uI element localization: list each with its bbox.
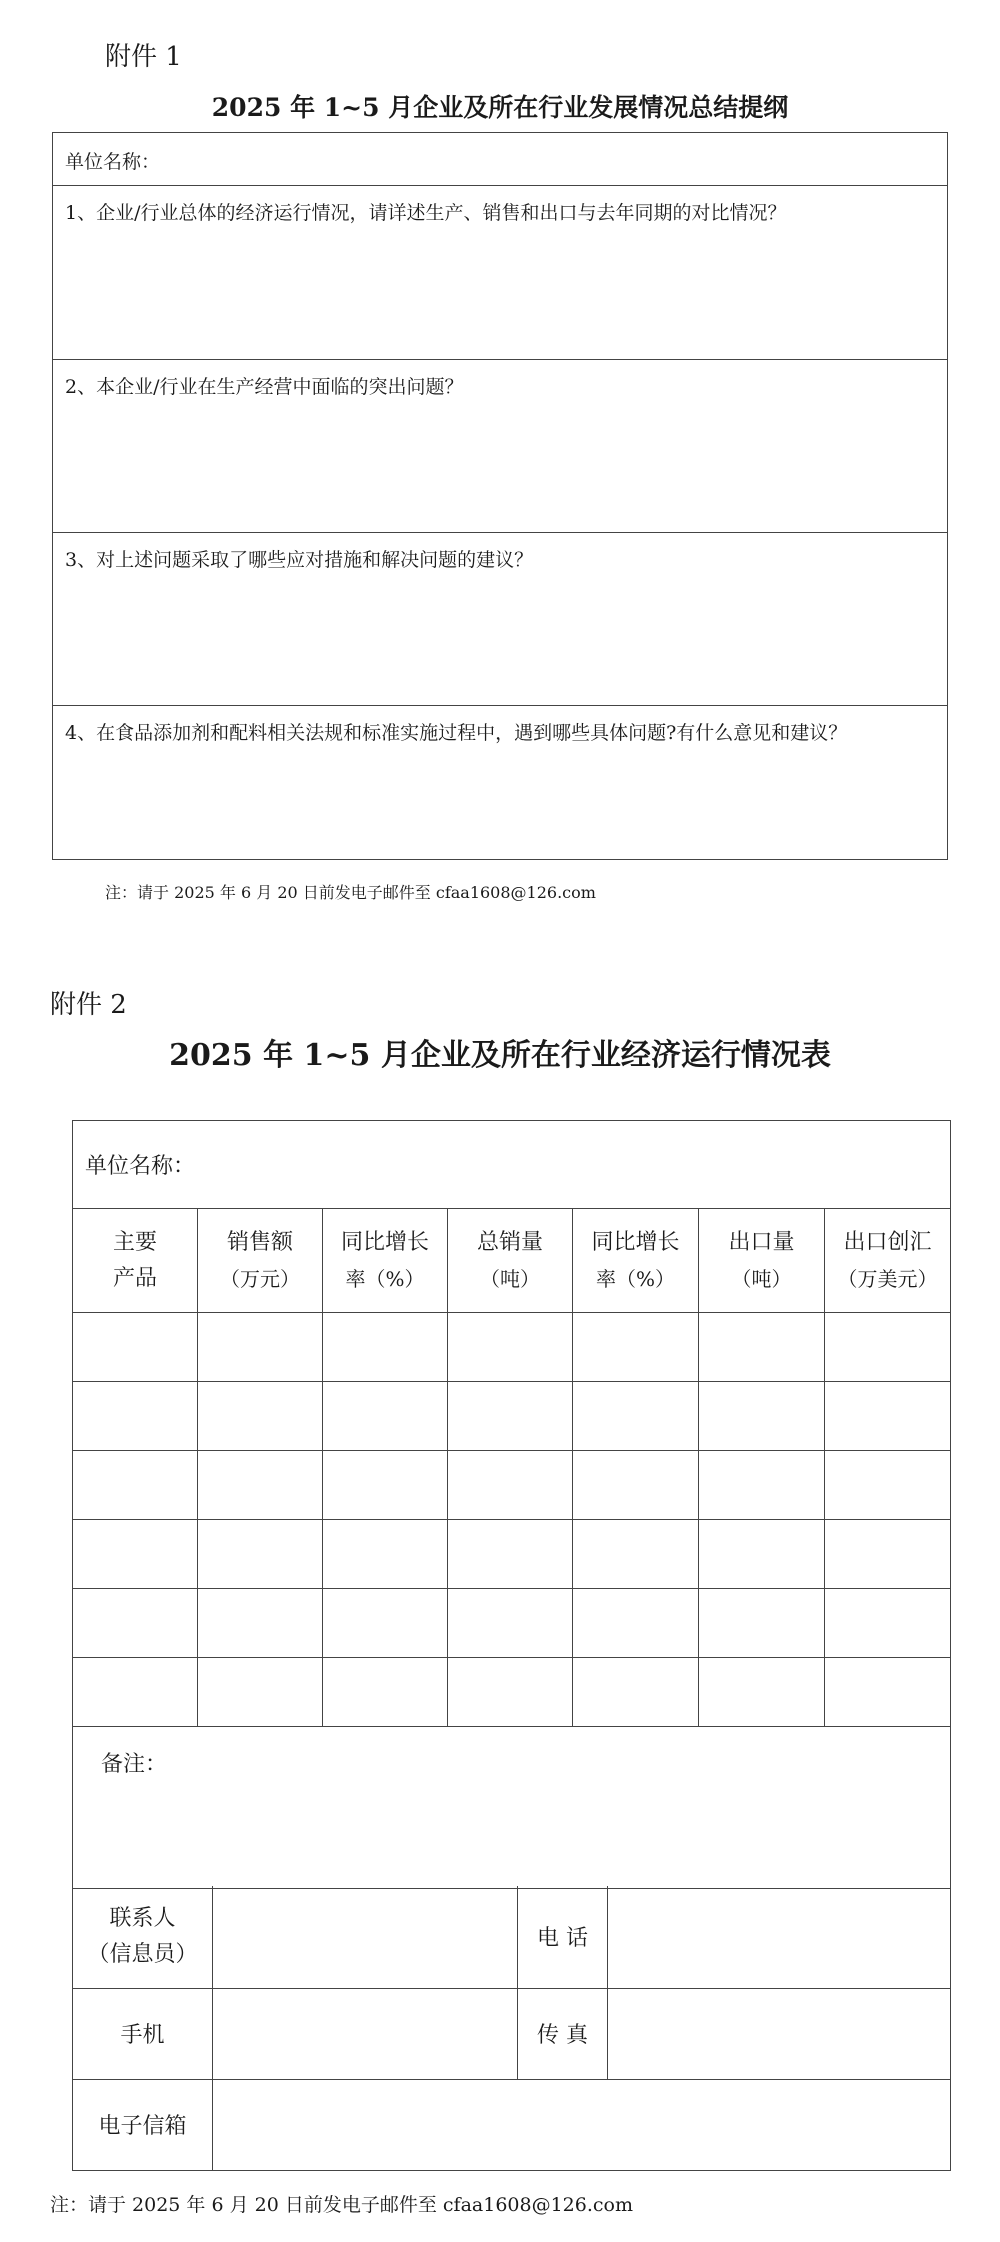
phone-label-cell bbox=[518, 1886, 608, 1988]
question-3-text: 3、对上述问题采取了哪些应对措施和解决问题的建议？ bbox=[65, 549, 534, 571]
mobile-input[interactable] bbox=[213, 1988, 518, 2079]
table-cell[interactable] bbox=[73, 1451, 198, 1520]
question-2-row[interactable] bbox=[53, 360, 947, 533]
table-row bbox=[73, 1382, 951, 1451]
email-label-cell bbox=[73, 2079, 213, 2170]
header-line1: 销售额 bbox=[226, 1229, 293, 1255]
header-line1: 总销量 bbox=[476, 1229, 543, 1255]
question-4-row[interactable] bbox=[53, 706, 947, 858]
contact-person-label: 联系人 bbox=[109, 1905, 176, 1931]
table-cell[interactable] bbox=[198, 1658, 323, 1727]
table-cell[interactable] bbox=[825, 1451, 951, 1520]
table-cell[interactable] bbox=[573, 1313, 699, 1382]
table-cell[interactable] bbox=[573, 1589, 699, 1658]
header-line2: 率（%） bbox=[345, 1266, 425, 1291]
table-row bbox=[73, 1589, 951, 1658]
table-cell[interactable] bbox=[699, 1451, 825, 1520]
table-cell[interactable] bbox=[573, 1382, 699, 1451]
table-cell[interactable] bbox=[448, 1589, 573, 1658]
table-cell[interactable] bbox=[573, 1520, 699, 1589]
question-2-text: 2、本企业/行业在生产经营中面临的突出问题？ bbox=[65, 376, 464, 398]
table-row bbox=[73, 1451, 951, 1520]
contact-table bbox=[72, 1886, 951, 2171]
table-cell[interactable] bbox=[198, 1313, 323, 1382]
table-cell[interactable] bbox=[198, 1451, 323, 1520]
table-cell[interactable] bbox=[699, 1589, 825, 1658]
attachment2-title: 2025 年 1~5 月企业及所在行业经济运行情况表 bbox=[169, 1038, 831, 1073]
contact-person-input[interactable] bbox=[213, 1886, 518, 1988]
table-cell[interactable] bbox=[323, 1313, 448, 1382]
table-cell[interactable] bbox=[73, 1382, 198, 1451]
header-line2: （万元） bbox=[220, 1266, 300, 1291]
table-cell[interactable] bbox=[73, 1313, 198, 1382]
column-header-export-earnings bbox=[825, 1209, 951, 1313]
header-line1: 主要 bbox=[112, 1229, 157, 1255]
table-cell[interactable] bbox=[448, 1520, 573, 1589]
fax-label-cell bbox=[518, 1988, 608, 2079]
header-line2: 率（%） bbox=[595, 1266, 675, 1291]
attachment1-label: 附件 1 bbox=[105, 42, 182, 72]
table-row bbox=[73, 1658, 951, 1727]
table-cell[interactable] bbox=[73, 1520, 198, 1589]
table-cell[interactable] bbox=[699, 1658, 825, 1727]
table-cell[interactable] bbox=[825, 1520, 951, 1589]
table-cell[interactable] bbox=[448, 1382, 573, 1451]
column-header-total-volume bbox=[448, 1209, 573, 1313]
table-cell[interactable] bbox=[699, 1313, 825, 1382]
table-cell[interactable] bbox=[323, 1589, 448, 1658]
table-cell[interactable] bbox=[448, 1658, 573, 1727]
table-cell[interactable] bbox=[573, 1451, 699, 1520]
phone-label: 电 话 bbox=[537, 1926, 588, 1952]
fax-label: 传 真 bbox=[537, 2023, 588, 2048]
remark-label: 备注： bbox=[101, 1752, 168, 1777]
remark-cell[interactable] bbox=[73, 1727, 951, 1889]
header-line1: 出口量 bbox=[728, 1229, 795, 1255]
table-cell[interactable] bbox=[699, 1382, 825, 1451]
table-cell[interactable] bbox=[573, 1658, 699, 1727]
column-header-export-volume bbox=[699, 1209, 825, 1313]
table-row bbox=[73, 1313, 951, 1382]
phone-input[interactable] bbox=[608, 1886, 951, 1988]
table-cell[interactable] bbox=[198, 1520, 323, 1589]
table-cell[interactable] bbox=[448, 1451, 573, 1520]
mobile-label-cell bbox=[73, 1988, 213, 2079]
table-row bbox=[73, 1520, 951, 1589]
attachment1-note: 注：请于 2025 年 6 月 20 日前发电子邮件至 cfaa1608@126.com bbox=[105, 883, 596, 902]
info-officer-label: （信息员） bbox=[87, 1941, 198, 1967]
table-cell[interactable] bbox=[323, 1382, 448, 1451]
column-header-main-product bbox=[73, 1209, 198, 1313]
mobile-label: 手机 bbox=[120, 2023, 165, 2048]
question-1-row[interactable] bbox=[53, 186, 947, 360]
unit-name-label: 单位名称： bbox=[65, 151, 161, 173]
column-header-sales bbox=[198, 1209, 323, 1313]
table-cell[interactable] bbox=[825, 1658, 951, 1727]
attachment2-label: 附件 2 bbox=[50, 990, 127, 1020]
table-cell[interactable] bbox=[825, 1382, 951, 1451]
table-cell[interactable] bbox=[323, 1520, 448, 1589]
table-cell[interactable] bbox=[699, 1520, 825, 1589]
header-line1: 出口创汇 bbox=[843, 1229, 932, 1255]
table-cell[interactable] bbox=[73, 1658, 198, 1727]
table-cell[interactable] bbox=[825, 1589, 951, 1658]
contact-person-label-cell bbox=[73, 1886, 213, 1988]
question-4-text: 4、在食品添加剂和配料相关法规和标准实施过程中，遇到哪些具体问题?有什么意见和建议？ bbox=[65, 722, 848, 744]
fax-input[interactable] bbox=[608, 1988, 951, 2079]
table-cell[interactable] bbox=[448, 1313, 573, 1382]
column-header-sales-growth bbox=[323, 1209, 448, 1313]
table-cell[interactable] bbox=[198, 1589, 323, 1658]
question-1-text: 1、企业/行业总体的经济运行情况，请详述生产、销售和出口与去年同期的对比情况？ bbox=[65, 202, 787, 224]
table-cell[interactable] bbox=[198, 1382, 323, 1451]
table-header-row bbox=[73, 1209, 951, 1313]
header-line2: （吨） bbox=[731, 1266, 792, 1291]
attachment1-unit-name-row[interactable] bbox=[53, 133, 947, 186]
attachment1-title: 2025 年 1~5 月企业及所在行业发展情况总结提纲 bbox=[211, 93, 789, 122]
attachment2-note: 注：请于 2025 年 6 月 20 日前发电子邮件至 cfaa1608@126.com bbox=[50, 2194, 633, 2216]
header-line1: 同比增长 bbox=[340, 1229, 429, 1255]
table-cell[interactable] bbox=[323, 1451, 448, 1520]
header-line2: （万美元） bbox=[837, 1266, 938, 1291]
attachment1-outline-box bbox=[52, 132, 948, 860]
table-cell[interactable] bbox=[323, 1658, 448, 1727]
unit-name-label: 单位名称： bbox=[85, 1154, 196, 1179]
table-cell[interactable] bbox=[73, 1589, 198, 1658]
email-input[interactable] bbox=[213, 2079, 951, 2170]
email-label: 电子信箱 bbox=[98, 2114, 187, 2139]
header-line2: （吨） bbox=[480, 1266, 540, 1291]
table-cell[interactable] bbox=[825, 1313, 951, 1382]
unit-name-cell[interactable] bbox=[73, 1121, 951, 1209]
header-line1: 同比增长 bbox=[591, 1229, 680, 1255]
economic-operation-table bbox=[72, 1120, 951, 1889]
header-line2: 产品 bbox=[112, 1265, 157, 1291]
question-3-row[interactable] bbox=[53, 533, 947, 706]
column-header-volume-growth bbox=[573, 1209, 699, 1313]
